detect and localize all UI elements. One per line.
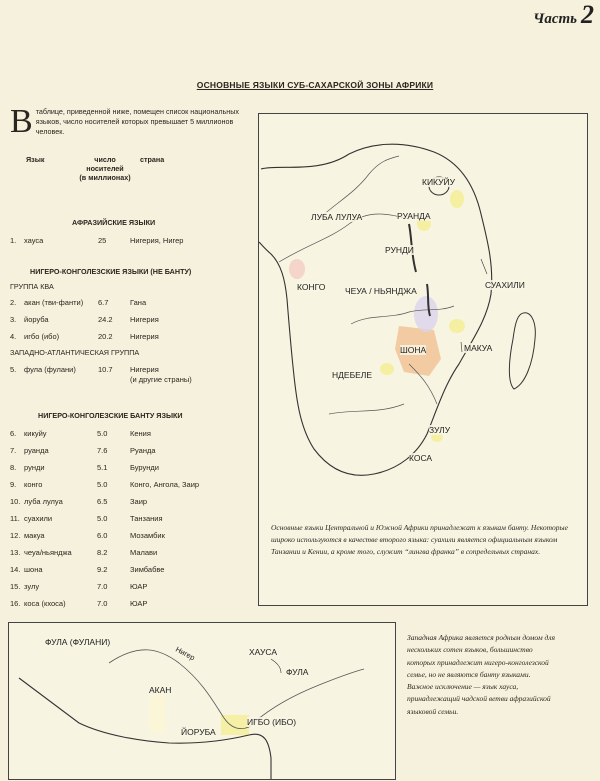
map-label-akan: АКАН (149, 685, 172, 695)
kikuyu-region (450, 190, 464, 208)
column-speakers-line1: число (94, 155, 116, 164)
table-row: 13. чеуа/ньянджа 8.2 Малави (10, 548, 158, 557)
map-bottom-caption: Западная Африка является родным домом для нескольких сотен языков, большинство которых принадлежит нигеро-конголезской семье, но не являются банту языками. Важное исключение — язык хауса, принадлежащий чадской ветви афразийской языковой семьи. (407, 633, 556, 716)
map-label-fula: ФУЛА (286, 667, 309, 677)
column-country: страна (140, 155, 165, 164)
madagascar (509, 313, 535, 389)
section-bantu: НИГЕРО-КОНГОЛЕЗСКИЕ БАНТУ ЯЗЫКИ (38, 411, 183, 420)
table-row: 11. суахили 5.0 Танзания (10, 514, 163, 523)
map-label-yoruba: ЙОРУБА (181, 727, 216, 737)
river-zambezi (351, 306, 454, 324)
chewa-region (414, 296, 438, 332)
table-row: 15. зулу 7.0 ЮАР (10, 582, 148, 591)
column-speakers (70, 155, 140, 182)
table-row: 10. луба лулуа 6.5 Заир (10, 497, 148, 506)
table-row: 12. макуа 6.0 Мозамбик (10, 531, 165, 540)
section-kwa-group: ГРУППА КВА (10, 282, 54, 291)
map-right-caption: Основные языки Центральной и Южной Африки принадлежат к языкам банту. Некоторые широко используются в качестве второго языка: суахили является официальным языком Танзании и Кении, а кроме того, служит “лингва франка” в сопредельных странах. (271, 523, 568, 556)
table-row: 2. акан (тви-фанти) 6.7 Гана (10, 298, 147, 307)
map-label-ndebele: НДЕБЕЛЕ (332, 370, 373, 380)
kongo-region (289, 259, 305, 279)
akan-region (149, 693, 165, 733)
map-label-fula-full: ФУЛА (ФУЛАНИ) (45, 637, 111, 647)
part-number: 2 (581, 0, 594, 29)
section-afroasiatic: АФРАЗИЙСКИЕ ЯЗЫКИ (72, 218, 156, 227)
ndebele-region (380, 363, 394, 375)
map-label-shona: ШОНА (400, 345, 427, 355)
map-label-kosa: КОСА (409, 453, 433, 463)
map-label-chewa: ЧЕУА / НЬЯНДЖА (345, 286, 417, 296)
table-row: 3. йоруба 24.2 Нигерия (10, 315, 159, 324)
table-row: 8. рунди 5.1 Бурунди (10, 463, 159, 472)
table-row: 6. кикуйу 5.0 Кения (10, 429, 151, 438)
map-label-niger: Нигер (174, 644, 197, 663)
map-label-makua: МАКУА (464, 343, 493, 353)
map-label-hausa: ХАУСА (249, 647, 277, 657)
map-west-africa (8, 622, 396, 780)
column-speakers-line2: носителей (86, 164, 124, 173)
table-row: 9. конго 5.0 Конго, Ангола, Заир (10, 480, 200, 489)
column-language: Язык (26, 155, 45, 164)
map-label-igbo: ИГБО (ИБО) (247, 717, 297, 727)
river-orange (329, 404, 404, 414)
map-label-luba: ЛУБА ЛУЛУА (311, 212, 363, 222)
column-speakers-line3: (в миллионах) (79, 173, 131, 182)
page-title: ОСНОВНЫЕ ЯЗЫКИ СУБ-САХАРСКОЙ ЗОНЫ АФРИКИ (196, 80, 434, 90)
part-word: Часть (533, 11, 577, 27)
map-label-ruanda: РУАНДА (397, 211, 431, 221)
table-row: 14. шона 9.2 Зимбабве (10, 565, 165, 574)
intro-paragraph (10, 103, 250, 140)
section-niger-congo-non-bantu: НИГЕРО-КОНГОЛЕЗСКИЕ ЯЗЫКИ (НЕ БАНТУ) (30, 267, 192, 276)
river-upper (319, 156, 399, 219)
map-label-swahili: СУАХИЛИ (485, 280, 525, 290)
map-label-zulu: ЗУЛУ (429, 425, 451, 435)
page-header (533, 0, 594, 30)
section-west-atlantic-group: ЗАПАДНО-АТЛАНТИЧЕСКАЯ ГРУППА (10, 348, 140, 357)
map-central-southern-africa (258, 113, 588, 606)
map-label-kikuyu: КИКУЙУ (422, 177, 456, 187)
dropcap: В (10, 103, 33, 140)
table-row: 7. руанда 7.6 Руанда (10, 446, 156, 455)
table-row: 5. фула (фулани) 10.7 Нигерия (и другие страны) (10, 365, 192, 384)
map-label-kongo: КОНГО (297, 282, 326, 292)
igbo-region (221, 715, 249, 735)
makua-region (449, 319, 465, 333)
map-label-rundi: РУНДИ (385, 245, 414, 255)
table-row: 16. коса (кхоса) 7.0 ЮАР (10, 599, 148, 608)
intro-text: таблице, приведенной ниже, помещен список национальных языков, число носителей которых превышает 5 миллионов человек. (35, 107, 239, 136)
table-row: 4. игбо (ибо) 20.2 Нигерия (10, 332, 159, 341)
table-row: 1. хауса 25 Нигерия, Нигер (10, 236, 184, 245)
